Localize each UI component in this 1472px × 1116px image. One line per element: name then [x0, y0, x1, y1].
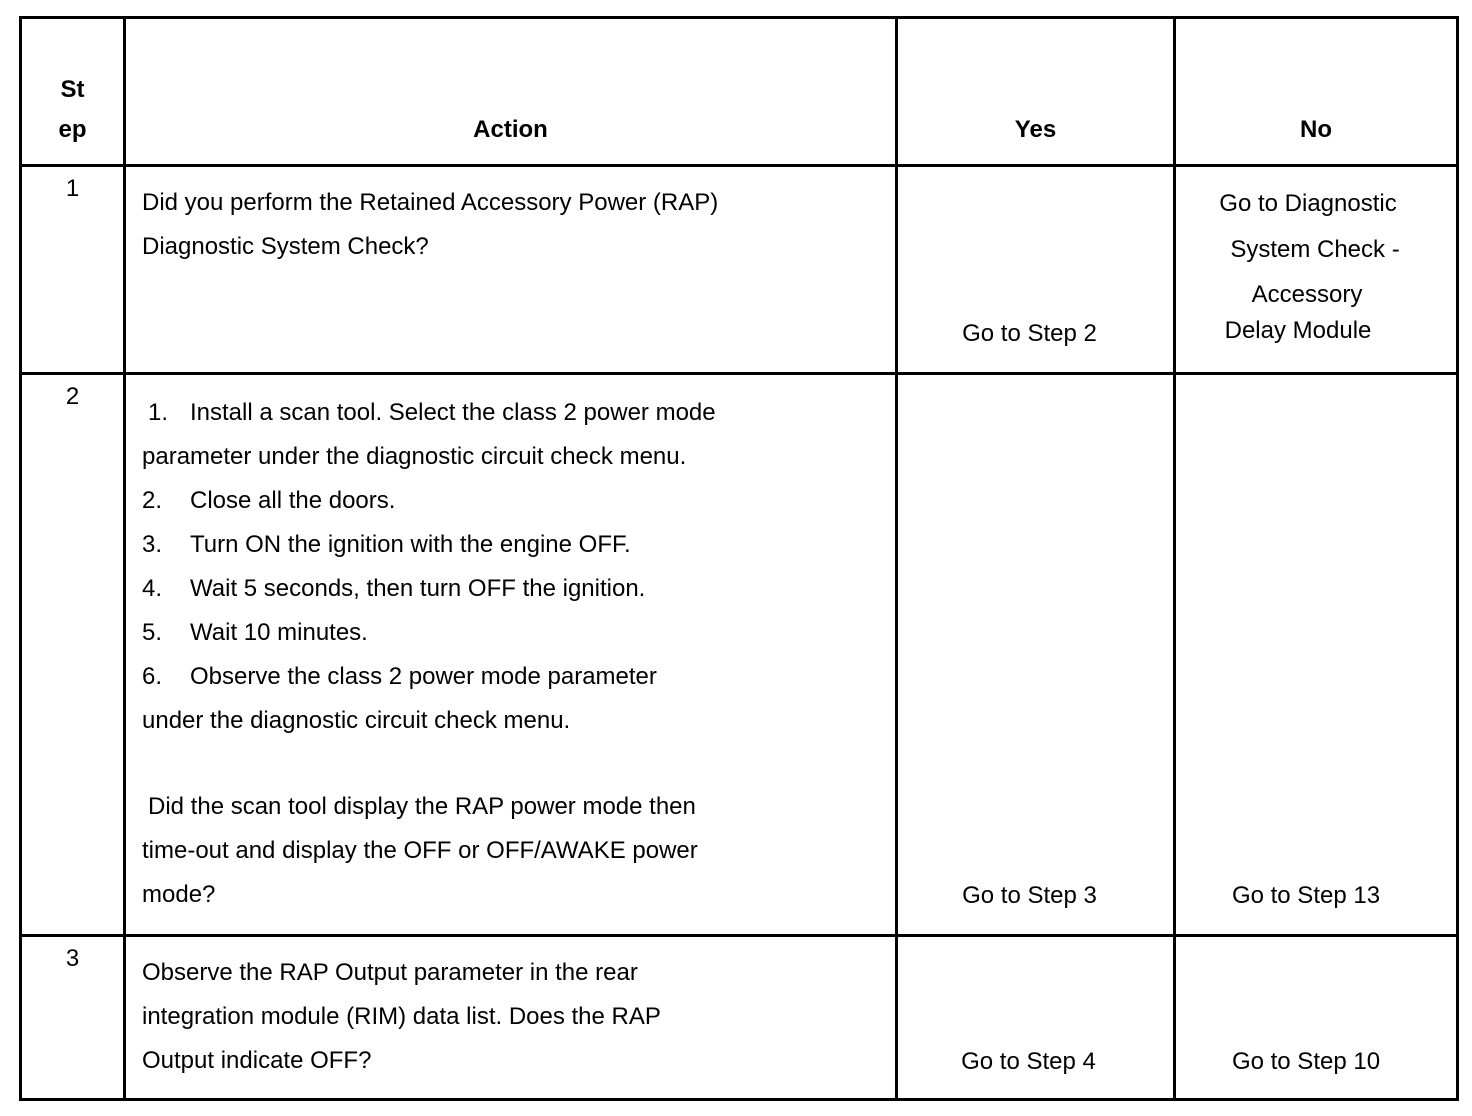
header-step-line2: ep: [58, 116, 87, 143]
list-continuation: parameter under the diagnostic circuit check menu.: [142, 443, 687, 470]
list-text: Close all the doors.: [190, 487, 396, 514]
action-cell: [125, 374, 897, 936]
question-line: mode?: [142, 881, 216, 908]
diagnostic-table: [19, 16, 1459, 1101]
question-line: Did the scan tool display the RAP power mode then: [148, 793, 696, 820]
list-text: Wait 10 minutes.: [190, 619, 368, 646]
header-step-line1: St: [60, 76, 85, 103]
yes-link: Go to Step 2: [962, 320, 1097, 347]
step-number: 2: [21, 374, 125, 936]
no-line: Go to Diagnostic: [1219, 190, 1397, 217]
step-number: 3: [21, 936, 125, 1100]
action-line: integration module (RIM) data list. Does the RAP: [142, 1003, 661, 1030]
yes-cell: [897, 374, 1175, 936]
list-continuation: under the diagnostic circuit check menu.: [142, 707, 571, 734]
header-step: [21, 18, 125, 166]
yes-link: Go to Step 3: [962, 882, 1097, 909]
spacer: [142, 743, 879, 785]
action-line: Observe the RAP Output parameter in the rear: [142, 959, 638, 986]
no-link: Go to Step 13: [1231, 882, 1381, 909]
list-number: 4.: [142, 575, 163, 602]
list-item: [142, 567, 879, 611]
header-action: Action: [125, 18, 897, 166]
yes-link: Go to Step 4: [961, 1048, 1096, 1075]
list-item: [142, 523, 879, 567]
action-cell: [125, 936, 897, 1100]
table-header-row: [21, 18, 1458, 166]
action-line: Diagnostic System Check?: [142, 233, 429, 260]
step-number: 1: [21, 166, 125, 374]
no-link: Go to Step 10: [1231, 1048, 1381, 1075]
yes-cell: [897, 936, 1175, 1100]
list-number: 5.: [142, 619, 163, 646]
action-line: Output indicate OFF?: [142, 1047, 372, 1074]
yes-cell: [897, 166, 1175, 374]
table-row: [21, 936, 1458, 1100]
list-item: [142, 391, 879, 435]
action-cell: [125, 166, 897, 374]
list-number: 1.: [148, 399, 169, 426]
list-number: 3.: [142, 531, 163, 558]
list-item: [142, 611, 879, 655]
list-number: 2.: [142, 487, 163, 514]
list-text: Observe the class 2 power mode parameter: [190, 663, 657, 690]
list-number: 6.: [142, 663, 163, 690]
no-line: Accessory: [1251, 281, 1363, 308]
action-line: Did you perform the Retained Accessory Power (RAP): [142, 189, 719, 216]
no-cell: [1175, 374, 1458, 936]
no-line: Delay Module: [1224, 317, 1372, 344]
header-no: No: [1175, 18, 1458, 166]
list-text: Install a scan tool. Select the class 2 power mode: [190, 399, 716, 426]
no-cell: [1175, 936, 1458, 1100]
list-text: Turn ON the ignition with the engine OFF.: [190, 531, 631, 558]
list-item: [142, 655, 879, 699]
question-line: time-out and display the OFF or OFF/AWAKE power: [142, 837, 698, 864]
list-text: Wait 5 seconds, then turn OFF the ignition.: [190, 575, 646, 602]
no-cell: [1175, 166, 1458, 374]
no-line: System Check -: [1230, 236, 1400, 263]
table-row: [21, 166, 1458, 374]
list-item: [142, 479, 879, 523]
header-yes: Yes: [897, 18, 1175, 166]
table-row: [21, 374, 1458, 936]
no-link: [1176, 181, 1456, 347]
